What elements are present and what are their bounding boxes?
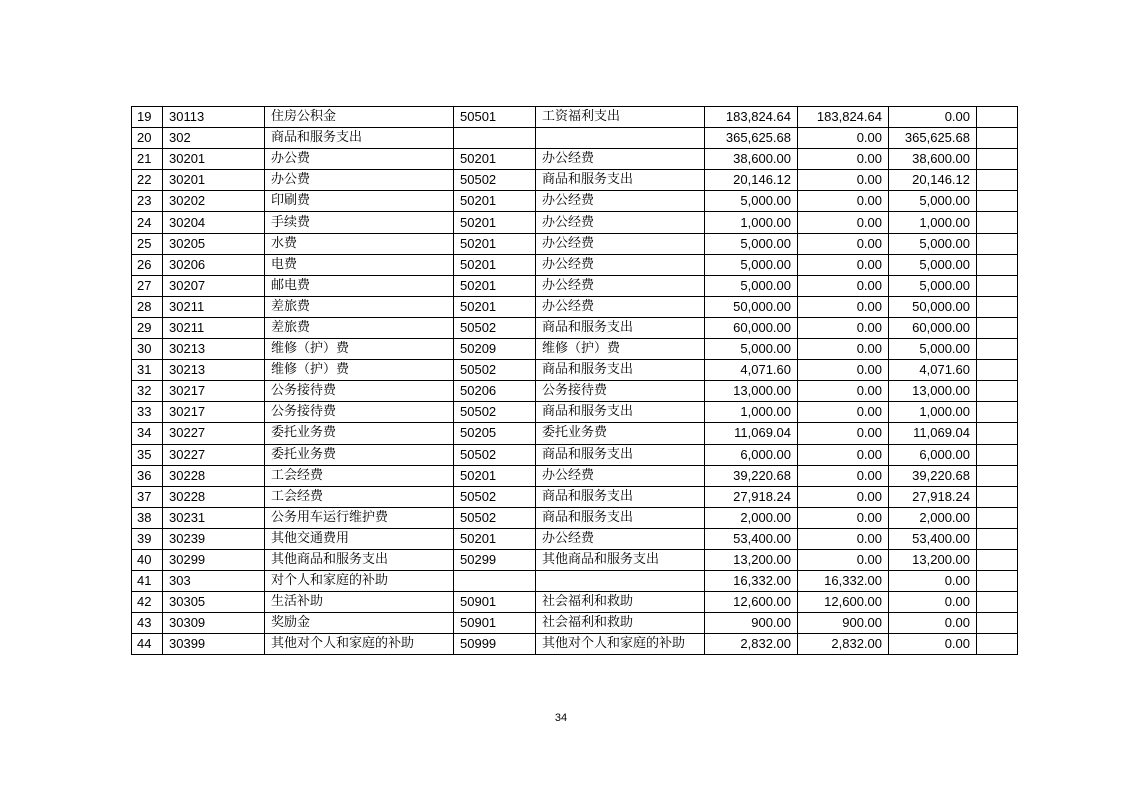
total-amount-cell: 900.00 — [705, 613, 798, 634]
gov-name-cell: 其他对个人和家庭的补助 — [536, 634, 705, 655]
row-number-cell: 35 — [132, 444, 163, 465]
table-body — [132, 107, 1018, 655]
blank-cell — [977, 549, 1018, 570]
basic-amount-cell: 0.00 — [798, 149, 889, 170]
row-number-cell: 31 — [132, 360, 163, 381]
gov-name-cell: 商品和服务支出 — [536, 486, 705, 507]
project-amount-cell: 11,069.04 — [889, 423, 977, 444]
economic-code-cell: 30228 — [163, 486, 265, 507]
table-row — [132, 381, 1018, 402]
table-row — [132, 444, 1018, 465]
row-number-cell: 27 — [132, 275, 163, 296]
total-amount-cell: 5,000.00 — [705, 254, 798, 275]
economic-code-cell: 30305 — [163, 592, 265, 613]
total-amount-cell: 13,000.00 — [705, 381, 798, 402]
total-amount-cell: 11,069.04 — [705, 423, 798, 444]
blank-cell — [977, 528, 1018, 549]
economic-code-cell: 30399 — [163, 634, 265, 655]
blank-cell — [977, 465, 1018, 486]
economic-code-cell: 30207 — [163, 275, 265, 296]
project-amount-cell: 0.00 — [889, 592, 977, 613]
blank-cell — [977, 128, 1018, 149]
gov-name-cell: 其他商品和服务支出 — [536, 549, 705, 570]
row-number-cell: 26 — [132, 254, 163, 275]
gov-code-cell: 50502 — [454, 317, 536, 338]
total-amount-cell: 12,600.00 — [705, 592, 798, 613]
gov-name-cell: 办公经费 — [536, 465, 705, 486]
row-number-cell: 33 — [132, 402, 163, 423]
economic-name-cell: 工会经费 — [265, 465, 454, 486]
table-row — [132, 549, 1018, 570]
basic-amount-cell: 900.00 — [798, 613, 889, 634]
project-amount-cell: 38,600.00 — [889, 149, 977, 170]
economic-code-cell: 30211 — [163, 296, 265, 317]
row-number-cell: 44 — [132, 634, 163, 655]
economic-code-cell: 30202 — [163, 191, 265, 212]
total-amount-cell: 5,000.00 — [705, 339, 798, 360]
table-row — [132, 107, 1018, 128]
basic-amount-cell: 0.00 — [798, 212, 889, 233]
gov-code-cell: 50209 — [454, 339, 536, 360]
gov-code-cell: 50201 — [454, 149, 536, 170]
table-row — [132, 465, 1018, 486]
total-amount-cell: 5,000.00 — [705, 233, 798, 254]
gov-code-cell: 50502 — [454, 170, 536, 191]
row-number-cell: 23 — [132, 191, 163, 212]
gov-name-cell: 商品和服务支出 — [536, 360, 705, 381]
economic-name-cell: 邮电费 — [265, 275, 454, 296]
economic-name-cell: 对个人和家庭的补助 — [265, 571, 454, 592]
table-row — [132, 191, 1018, 212]
economic-name-cell: 商品和服务支出 — [265, 128, 454, 149]
blank-cell — [977, 571, 1018, 592]
row-number-cell: 22 — [132, 170, 163, 191]
blank-cell — [977, 423, 1018, 444]
gov-name-cell: 商品和服务支出 — [536, 507, 705, 528]
row-number-cell: 25 — [132, 233, 163, 254]
basic-amount-cell: 0.00 — [798, 233, 889, 254]
gov-name-cell — [536, 128, 705, 149]
economic-code-cell: 30213 — [163, 360, 265, 381]
project-amount-cell: 39,220.68 — [889, 465, 977, 486]
basic-amount-cell: 0.00 — [798, 402, 889, 423]
economic-name-cell: 公务用车运行维护费 — [265, 507, 454, 528]
row-number-cell: 40 — [132, 549, 163, 570]
blank-cell — [977, 149, 1018, 170]
gov-code-cell: 50201 — [454, 254, 536, 275]
table-row — [132, 254, 1018, 275]
basic-amount-cell: 0.00 — [798, 296, 889, 317]
gov-name-cell: 办公经费 — [536, 212, 705, 233]
table-row — [132, 423, 1018, 444]
gov-code-cell: 50502 — [454, 486, 536, 507]
blank-cell — [977, 296, 1018, 317]
gov-name-cell: 维修（护）费 — [536, 339, 705, 360]
gov-name-cell: 办公经费 — [536, 275, 705, 296]
economic-name-cell: 差旅费 — [265, 296, 454, 317]
blank-cell — [977, 317, 1018, 338]
basic-amount-cell: 0.00 — [798, 465, 889, 486]
economic-code-cell: 30217 — [163, 381, 265, 402]
total-amount-cell: 2,832.00 — [705, 634, 798, 655]
economic-name-cell: 住房公积金 — [265, 107, 454, 128]
total-amount-cell: 1,000.00 — [705, 212, 798, 233]
gov-code-cell — [454, 128, 536, 149]
row-number-cell: 29 — [132, 317, 163, 338]
table-row — [132, 275, 1018, 296]
gov-code-cell: 50201 — [454, 275, 536, 296]
economic-name-cell: 委托业务费 — [265, 444, 454, 465]
project-amount-cell: 50,000.00 — [889, 296, 977, 317]
blank-cell — [977, 360, 1018, 381]
total-amount-cell: 38,600.00 — [705, 149, 798, 170]
economic-name-cell: 生活补助 — [265, 592, 454, 613]
economic-name-cell: 其他对个人和家庭的补助 — [265, 634, 454, 655]
page-number: 34 — [554, 712, 568, 724]
project-amount-cell: 53,400.00 — [889, 528, 977, 549]
gov-code-cell: 50201 — [454, 296, 536, 317]
economic-code-cell: 30217 — [163, 402, 265, 423]
row-number-cell: 39 — [132, 528, 163, 549]
total-amount-cell: 27,918.24 — [705, 486, 798, 507]
basic-amount-cell: 0.00 — [798, 507, 889, 528]
economic-name-cell: 其他交通费用 — [265, 528, 454, 549]
blank-cell — [977, 107, 1018, 128]
project-amount-cell: 5,000.00 — [889, 254, 977, 275]
gov-code-cell: 50201 — [454, 212, 536, 233]
project-amount-cell: 27,918.24 — [889, 486, 977, 507]
gov-code-cell: 50502 — [454, 507, 536, 528]
economic-code-cell: 30299 — [163, 549, 265, 570]
gov-code-cell: 50201 — [454, 528, 536, 549]
row-number-cell: 28 — [132, 296, 163, 317]
row-number-cell: 19 — [132, 107, 163, 128]
row-number-cell: 24 — [132, 212, 163, 233]
total-amount-cell: 50,000.00 — [705, 296, 798, 317]
economic-name-cell: 水费 — [265, 233, 454, 254]
economic-name-cell: 公务接待费 — [265, 402, 454, 423]
table-row — [132, 507, 1018, 528]
gov-code-cell: 50901 — [454, 613, 536, 634]
table-row — [132, 149, 1018, 170]
row-number-cell: 20 — [132, 128, 163, 149]
total-amount-cell: 20,146.12 — [705, 170, 798, 191]
table-row — [132, 128, 1018, 149]
gov-name-cell: 办公经费 — [536, 191, 705, 212]
economic-code-cell: 30201 — [163, 149, 265, 170]
blank-cell — [977, 170, 1018, 191]
economic-name-cell: 维修（护）费 — [265, 360, 454, 381]
project-amount-cell: 13,000.00 — [889, 381, 977, 402]
economic-code-cell: 30228 — [163, 465, 265, 486]
basic-amount-cell: 0.00 — [798, 191, 889, 212]
economic-name-cell: 工会经费 — [265, 486, 454, 507]
row-number-cell: 38 — [132, 507, 163, 528]
gov-code-cell: 50502 — [454, 444, 536, 465]
table-row — [132, 571, 1018, 592]
basic-amount-cell: 0.00 — [798, 339, 889, 360]
blank-cell — [977, 339, 1018, 360]
economic-code-cell: 302 — [163, 128, 265, 149]
project-amount-cell: 5,000.00 — [889, 339, 977, 360]
basic-amount-cell: 0.00 — [798, 381, 889, 402]
project-amount-cell: 13,200.00 — [889, 549, 977, 570]
total-amount-cell: 1,000.00 — [705, 402, 798, 423]
basic-amount-cell: 0.00 — [798, 528, 889, 549]
total-amount-cell: 39,220.68 — [705, 465, 798, 486]
basic-amount-cell: 12,600.00 — [798, 592, 889, 613]
project-amount-cell: 20,146.12 — [889, 170, 977, 191]
economic-name-cell: 差旅费 — [265, 317, 454, 338]
gov-code-cell: 50206 — [454, 381, 536, 402]
gov-code-cell: 50501 — [454, 107, 536, 128]
table-row — [132, 634, 1018, 655]
economic-code-cell: 303 — [163, 571, 265, 592]
total-amount-cell: 53,400.00 — [705, 528, 798, 549]
project-amount-cell: 1,000.00 — [889, 402, 977, 423]
basic-amount-cell: 0.00 — [798, 275, 889, 296]
basic-amount-cell: 0.00 — [798, 317, 889, 338]
total-amount-cell: 5,000.00 — [705, 191, 798, 212]
economic-name-cell: 委托业务费 — [265, 423, 454, 444]
basic-amount-cell: 0.00 — [798, 444, 889, 465]
row-number-cell: 37 — [132, 486, 163, 507]
economic-name-cell: 公务接待费 — [265, 381, 454, 402]
basic-amount-cell: 0.00 — [798, 360, 889, 381]
table-row — [132, 613, 1018, 634]
project-amount-cell: 0.00 — [889, 571, 977, 592]
total-amount-cell: 60,000.00 — [705, 317, 798, 338]
economic-code-cell: 30113 — [163, 107, 265, 128]
gov-name-cell: 办公经费 — [536, 149, 705, 170]
table-row — [132, 339, 1018, 360]
economic-code-cell: 30227 — [163, 423, 265, 444]
gov-code-cell: 50502 — [454, 360, 536, 381]
project-amount-cell: 365,625.68 — [889, 128, 977, 149]
gov-name-cell: 商品和服务支出 — [536, 444, 705, 465]
gov-name-cell: 办公经费 — [536, 528, 705, 549]
gov-name-cell: 委托业务费 — [536, 423, 705, 444]
blank-cell — [977, 381, 1018, 402]
gov-code-cell: 50201 — [454, 233, 536, 254]
total-amount-cell: 365,625.68 — [705, 128, 798, 149]
table-row — [132, 212, 1018, 233]
economic-code-cell: 30231 — [163, 507, 265, 528]
blank-cell — [977, 613, 1018, 634]
economic-name-cell: 电费 — [265, 254, 454, 275]
gov-code-cell: 50201 — [454, 191, 536, 212]
economic-code-cell: 30227 — [163, 444, 265, 465]
economic-name-cell: 维修（护）费 — [265, 339, 454, 360]
total-amount-cell: 183,824.64 — [705, 107, 798, 128]
total-amount-cell: 6,000.00 — [705, 444, 798, 465]
project-amount-cell: 4,071.60 — [889, 360, 977, 381]
table-row — [132, 233, 1018, 254]
blank-cell — [977, 634, 1018, 655]
gov-name-cell: 社会福利和救助 — [536, 613, 705, 634]
table-row — [132, 486, 1018, 507]
table-row — [132, 528, 1018, 549]
blank-cell — [977, 254, 1018, 275]
table-row — [132, 402, 1018, 423]
basic-amount-cell: 183,824.64 — [798, 107, 889, 128]
row-number-cell: 43 — [132, 613, 163, 634]
economic-name-cell: 奖励金 — [265, 613, 454, 634]
basic-amount-cell: 0.00 — [798, 423, 889, 444]
economic-code-cell: 30204 — [163, 212, 265, 233]
gov-name-cell: 办公经费 — [536, 254, 705, 275]
gov-code-cell: 50999 — [454, 634, 536, 655]
economic-name-cell: 其他商品和服务支出 — [265, 549, 454, 570]
blank-cell — [977, 402, 1018, 423]
gov-name-cell: 公务接待费 — [536, 381, 705, 402]
economic-code-cell: 30213 — [163, 339, 265, 360]
economic-code-cell: 30206 — [163, 254, 265, 275]
row-number-cell: 42 — [132, 592, 163, 613]
project-amount-cell: 5,000.00 — [889, 275, 977, 296]
row-number-cell: 30 — [132, 339, 163, 360]
table-row — [132, 360, 1018, 381]
basic-amount-cell: 0.00 — [798, 128, 889, 149]
economic-code-cell: 30205 — [163, 233, 265, 254]
row-number-cell: 32 — [132, 381, 163, 402]
blank-cell — [977, 212, 1018, 233]
project-amount-cell: 1,000.00 — [889, 212, 977, 233]
table-row — [132, 592, 1018, 613]
gov-code-cell: 50502 — [454, 402, 536, 423]
economic-code-cell: 30211 — [163, 317, 265, 338]
row-number-cell: 21 — [132, 149, 163, 170]
project-amount-cell: 2,000.00 — [889, 507, 977, 528]
total-amount-cell: 16,332.00 — [705, 571, 798, 592]
basic-amount-cell: 0.00 — [798, 170, 889, 191]
economic-code-cell: 30239 — [163, 528, 265, 549]
basic-amount-cell: 0.00 — [798, 549, 889, 570]
gov-name-cell: 商品和服务支出 — [536, 170, 705, 191]
project-amount-cell: 60,000.00 — [889, 317, 977, 338]
row-number-cell: 36 — [132, 465, 163, 486]
economic-name-cell: 手续费 — [265, 212, 454, 233]
total-amount-cell: 13,200.00 — [705, 549, 798, 570]
project-amount-cell: 5,000.00 — [889, 191, 977, 212]
gov-name-cell: 办公经费 — [536, 233, 705, 254]
blank-cell — [977, 444, 1018, 465]
project-amount-cell: 0.00 — [889, 634, 977, 655]
row-number-cell: 34 — [132, 423, 163, 444]
blank-cell — [977, 486, 1018, 507]
project-amount-cell: 0.00 — [889, 107, 977, 128]
basic-amount-cell: 16,332.00 — [798, 571, 889, 592]
blank-cell — [977, 592, 1018, 613]
basic-amount-cell: 0.00 — [798, 254, 889, 275]
economic-code-cell: 30309 — [163, 613, 265, 634]
budget-expenditure-table — [131, 106, 1018, 655]
economic-name-cell: 办公费 — [265, 149, 454, 170]
economic-code-cell: 30201 — [163, 170, 265, 191]
gov-code-cell: 50205 — [454, 423, 536, 444]
total-amount-cell: 2,000.00 — [705, 507, 798, 528]
blank-cell — [977, 275, 1018, 296]
table-row — [132, 296, 1018, 317]
gov-code-cell: 50299 — [454, 549, 536, 570]
project-amount-cell: 0.00 — [889, 613, 977, 634]
project-amount-cell: 6,000.00 — [889, 444, 977, 465]
basic-amount-cell: 2,832.00 — [798, 634, 889, 655]
economic-name-cell: 印刷费 — [265, 191, 454, 212]
table-row — [132, 317, 1018, 338]
gov-name-cell — [536, 571, 705, 592]
gov-name-cell: 办公经费 — [536, 296, 705, 317]
table-row — [132, 170, 1018, 191]
project-amount-cell: 5,000.00 — [889, 233, 977, 254]
gov-name-cell: 社会福利和救助 — [536, 592, 705, 613]
gov-code-cell: 50901 — [454, 592, 536, 613]
gov-name-cell: 商品和服务支出 — [536, 317, 705, 338]
basic-amount-cell: 0.00 — [798, 486, 889, 507]
gov-code-cell — [454, 571, 536, 592]
gov-name-cell: 工资福利支出 — [536, 107, 705, 128]
row-number-cell: 41 — [132, 571, 163, 592]
blank-cell — [977, 507, 1018, 528]
gov-name-cell: 商品和服务支出 — [536, 402, 705, 423]
total-amount-cell: 5,000.00 — [705, 275, 798, 296]
gov-code-cell: 50201 — [454, 465, 536, 486]
blank-cell — [977, 233, 1018, 254]
economic-name-cell: 办公费 — [265, 170, 454, 191]
blank-cell — [977, 191, 1018, 212]
total-amount-cell: 4,071.60 — [705, 360, 798, 381]
